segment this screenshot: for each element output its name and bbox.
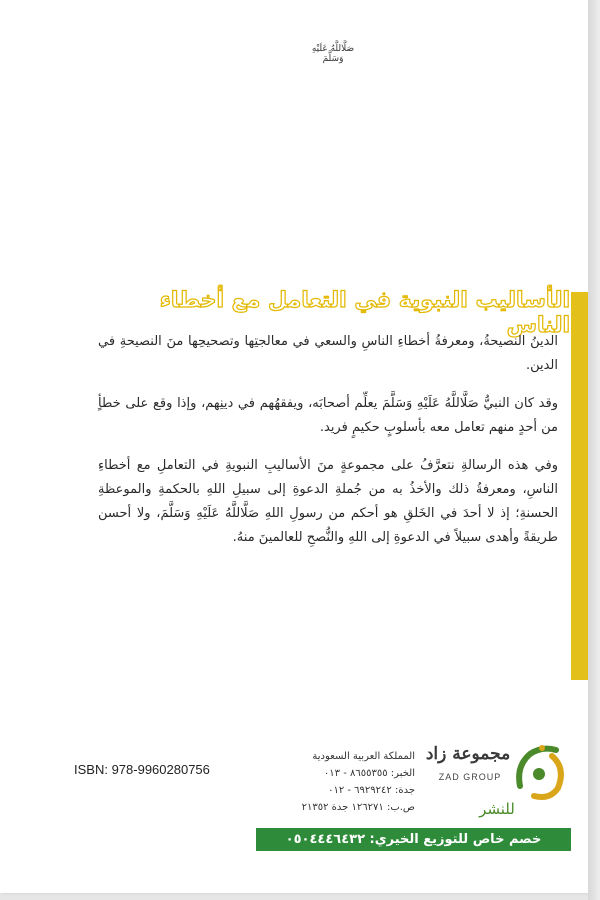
charity-discount-banner: خصم خاص للتوزيع الخيري: ٠٥٠٤٤٤٦٤٣٢ xyxy=(256,828,571,851)
address-po-box: ص.ب: ١٢٦٢٧١ جدة ٢١٣٥٢ xyxy=(301,802,415,813)
blurb-paragraph-3: وفي هذه الرسالةِ نتعرَّفُ على مجموعةٍ منَ الأساليبِ النبويةِ في التعاملِ مع أخطاءِ الناسِ، ومعرفةُ ذلك والأخذُ به من جُملةِ الدعوةِ إلى سبيلِ اللهِ بالحكمةِ والموعظةِ الحسنةِ؛ إذ لا أحدَ في الخَلقِ هو أحكم من رسولِ اللهِ صَلَّاللَّهُ عَلَيْهِ وَسَلَّمَ، ولا أحسن طريقةً وأهدى سبيلاً في الدعوةِ إلى اللهِ والنُّصحِ للعالمينَ منهُ. xyxy=(98,458,558,545)
blurb xyxy=(98,330,558,564)
book-title: الأساليب النبوية في التعامل مع أخطاء الناس xyxy=(159,288,570,338)
zad-logo-icon xyxy=(512,742,570,804)
salawat-calligraphy: صَلَّاللَّهُ عَلَيْهِ وَسَلَّمَ xyxy=(311,44,355,64)
logo-publishing-label: للنشر xyxy=(479,800,515,818)
blurb-paragraph-1: الدينُ النصيحةُ، ومعرفةُ أخطاءِ الناسِ والسعي في معالجتِها وتصحيحِها منَ النصيحةِ في الدين. xyxy=(98,334,558,373)
isbn: ISBN: 978-9960280756 xyxy=(74,762,210,777)
page-edge xyxy=(588,0,600,900)
address-jeddah-phone: جدة: ٦٩٢٩٢٤٢ - ٠١٢ xyxy=(328,785,415,796)
accent-bar xyxy=(571,292,588,680)
blurb-paragraph-2: وقد كان النبيُّ صَلَّاللَّهُ عَلَيْهِ وَسَلَّمَ يعلِّم أصحابَه، ويفقهُهم في دينِهم، وإذا وقع على خطأٍ من أحدٍ منهم تعامل معه بأسلوبٍ حكيمٍ فريد. xyxy=(98,396,558,435)
publisher-address xyxy=(255,748,415,816)
publisher-logo xyxy=(422,742,572,832)
logo-latin-name: ZAD GROUP xyxy=(438,772,502,782)
address-khobar-phone: الخبر: ٨٦٥٥٣٥٥ - ٠١٣ xyxy=(323,768,415,779)
logo-arabic-name: مجموعة زاد xyxy=(425,744,511,764)
address-country: المملكة العربية السعودية xyxy=(312,751,415,762)
